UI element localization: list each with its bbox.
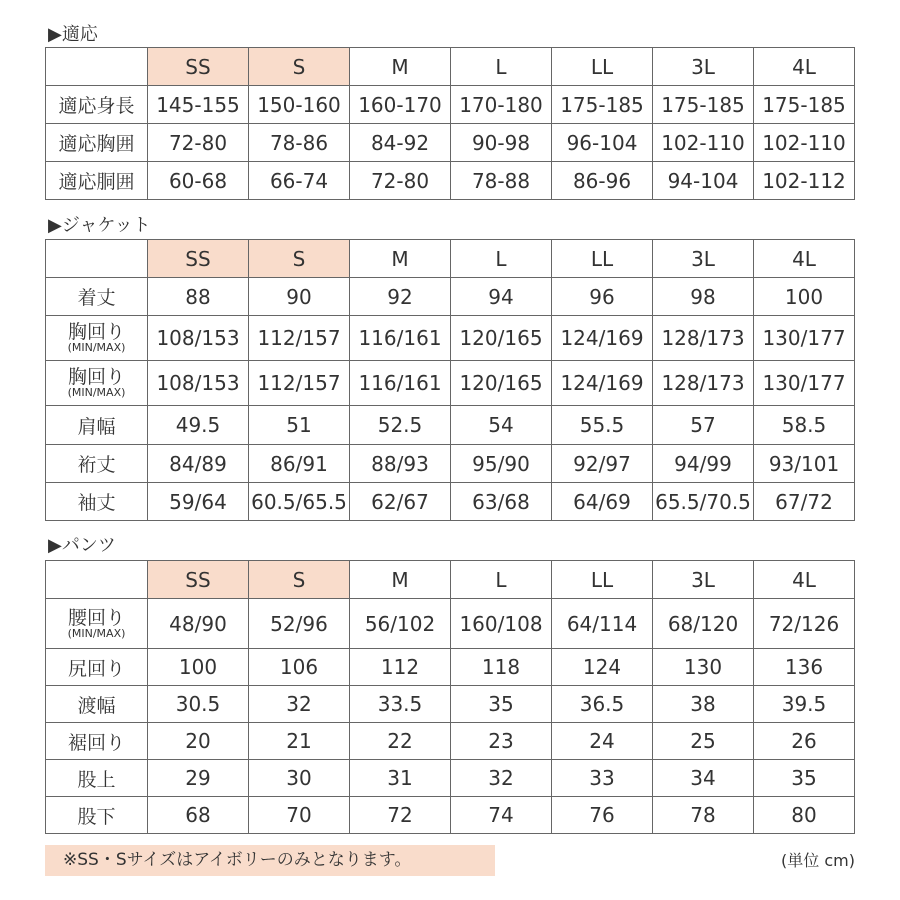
table-cell: 52/96 — [249, 599, 350, 649]
table-cell: 64/114 — [552, 599, 653, 649]
table-row — [46, 86, 855, 124]
table-row — [46, 760, 855, 797]
table-cell: 35 — [754, 760, 855, 797]
size-header-ll: LL — [552, 240, 653, 278]
fit-section-title: ▶適応 — [48, 24, 98, 45]
size-header-4l: 4L — [754, 48, 855, 86]
table-cell: 88 — [148, 278, 249, 316]
table-cell: 175-185 — [653, 86, 754, 124]
table-cell: 92/97 — [552, 445, 653, 483]
size-header-ss: SS — [148, 561, 249, 599]
row-label: 渡幅 — [46, 686, 148, 723]
table-cell: 94 — [451, 278, 552, 316]
size-header-3l: 3L — [653, 561, 754, 599]
table-cell: 35 — [451, 686, 552, 723]
row-label-sub: (MIN/MAX) — [67, 626, 126, 640]
table-cell: 30 — [249, 760, 350, 797]
row-label: 裄丈 — [46, 445, 148, 483]
table-cell: 32 — [451, 760, 552, 797]
table-cell: 124/169 — [552, 361, 653, 406]
table-cell: 65.5/70.5 — [653, 483, 754, 521]
row-label-sub: (MIN/MAX) — [67, 341, 126, 354]
table-cell: 74 — [451, 797, 552, 834]
table-cell: 57 — [653, 406, 754, 445]
size-header-m: M — [350, 240, 451, 278]
row-label-main: 腰回り — [67, 606, 125, 629]
table-cell: 130/177 — [754, 316, 855, 361]
row-label: 適応胴囲 — [46, 162, 148, 200]
table-cell: 108/153 — [148, 361, 249, 406]
row-label: 肩幅 — [46, 406, 148, 445]
table-cell: 84/89 — [148, 445, 249, 483]
table-cell: 31 — [350, 760, 451, 797]
table-cell: 130/177 — [754, 361, 855, 406]
row-label: 尻回り — [46, 649, 148, 686]
size-header-row — [46, 48, 855, 86]
table-row — [46, 599, 855, 649]
table-cell: 54 — [451, 406, 552, 445]
table-cell: 33 — [552, 760, 653, 797]
table-row — [46, 406, 855, 445]
table-cell: 86/91 — [249, 445, 350, 483]
row-label — [46, 361, 148, 406]
table-cell: 66-74 — [249, 162, 350, 200]
size-header-m: M — [350, 561, 451, 599]
table-cell: 32 — [249, 686, 350, 723]
header-blank-cell — [46, 48, 148, 86]
size-header-s: S — [249, 240, 350, 278]
table-cell: 48/90 — [148, 599, 249, 649]
row-label — [46, 599, 148, 649]
table-cell: 120/165 — [451, 316, 552, 361]
size-header-ss: SS — [148, 48, 249, 86]
size-header-row — [46, 561, 855, 599]
table-row — [46, 361, 855, 406]
table-cell: 78-86 — [249, 124, 350, 162]
table-row — [46, 124, 855, 162]
table-cell: 150-160 — [249, 86, 350, 124]
table-cell: 60.5/65.5 — [249, 483, 350, 521]
size-header-row — [46, 240, 855, 278]
table-row — [46, 445, 855, 483]
table-cell: 72-80 — [148, 124, 249, 162]
table-cell: 25 — [653, 723, 754, 760]
table-cell: 160/108 — [451, 599, 552, 649]
size-header-4l: 4L — [754, 561, 855, 599]
table-cell: 78-88 — [451, 162, 552, 200]
table-cell: 112/157 — [249, 316, 350, 361]
table-cell: 96 — [552, 278, 653, 316]
table-cell: 72/126 — [754, 599, 855, 649]
table-cell: 90-98 — [451, 124, 552, 162]
table-cell: 24 — [552, 723, 653, 760]
table-cell: 124 — [552, 649, 653, 686]
size-header-l: L — [451, 240, 552, 278]
table-cell: 136 — [754, 649, 855, 686]
row-label: 適応胸囲 — [46, 124, 148, 162]
header-blank-cell — [46, 561, 148, 599]
table-cell: 51 — [249, 406, 350, 445]
jacket-table — [45, 239, 855, 521]
table-row — [46, 723, 855, 760]
header-blank-cell — [46, 240, 148, 278]
table-cell: 56/102 — [350, 599, 451, 649]
table-cell: 76 — [552, 797, 653, 834]
size-header-ss: SS — [148, 240, 249, 278]
table-cell: 21 — [249, 723, 350, 760]
table-cell: 145-155 — [148, 86, 249, 124]
pants-table — [45, 560, 855, 834]
row-label-sub: (MIN/MAX) — [67, 386, 126, 399]
table-cell: 108/153 — [148, 316, 249, 361]
table-cell: 80 — [754, 797, 855, 834]
table-cell: 160-170 — [350, 86, 451, 124]
table-cell: 88/93 — [350, 445, 451, 483]
table-cell: 175-185 — [552, 86, 653, 124]
table-cell: 72-80 — [350, 162, 451, 200]
table-cell: 120/165 — [451, 361, 552, 406]
size-header-m: M — [350, 48, 451, 86]
table-cell: 94/99 — [653, 445, 754, 483]
fit-table — [45, 47, 855, 200]
table-row — [46, 162, 855, 200]
table-cell: 70 — [249, 797, 350, 834]
row-label-main: 胸回り — [67, 366, 125, 388]
table-cell: 118 — [451, 649, 552, 686]
size-header-s: S — [249, 48, 350, 86]
size-header-s: S — [249, 561, 350, 599]
table-row — [46, 278, 855, 316]
jacket-section-title: ▶ジャケット — [48, 215, 151, 236]
size-header-ll: LL — [552, 561, 653, 599]
table-row — [46, 797, 855, 834]
table-row — [46, 483, 855, 521]
row-label: 股下 — [46, 797, 148, 834]
table-cell: 170-180 — [451, 86, 552, 124]
table-cell: 29 — [148, 760, 249, 797]
table-cell: 112 — [350, 649, 451, 686]
table-cell: 23 — [451, 723, 552, 760]
size-header-3l: 3L — [653, 240, 754, 278]
row-label: 袖丈 — [46, 483, 148, 521]
table-cell: 94-104 — [653, 162, 754, 200]
table-cell: 78 — [653, 797, 754, 834]
table-cell: 102-112 — [754, 162, 855, 200]
size-header-ll: LL — [552, 48, 653, 86]
table-cell: 116/161 — [350, 316, 451, 361]
table-cell: 62/67 — [350, 483, 451, 521]
table-cell: 102-110 — [754, 124, 855, 162]
unit-label: (単位 cm) — [781, 851, 855, 870]
table-cell: 60-68 — [148, 162, 249, 200]
table-cell: 102-110 — [653, 124, 754, 162]
row-label: 裾回り — [46, 723, 148, 760]
table-cell: 92 — [350, 278, 451, 316]
ivory-only-note: ※SS・Sサイズはアイボリーのみとなります。 — [45, 845, 495, 876]
table-cell: 64/69 — [552, 483, 653, 521]
pants-section-title: ▶パンツ — [48, 535, 116, 556]
table-cell: 34 — [653, 760, 754, 797]
table-row — [46, 316, 855, 361]
table-cell: 112/157 — [249, 361, 350, 406]
table-cell: 100 — [148, 649, 249, 686]
table-cell: 95/90 — [451, 445, 552, 483]
table-cell: 36.5 — [552, 686, 653, 723]
table-cell: 128/173 — [653, 361, 754, 406]
table-cell: 39.5 — [754, 686, 855, 723]
size-header-l: L — [451, 48, 552, 86]
table-cell: 22 — [350, 723, 451, 760]
table-row — [46, 649, 855, 686]
table-cell: 116/161 — [350, 361, 451, 406]
table-cell: 86-96 — [552, 162, 653, 200]
table-cell: 106 — [249, 649, 350, 686]
table-cell: 33.5 — [350, 686, 451, 723]
table-cell: 58.5 — [754, 406, 855, 445]
table-cell: 63/68 — [451, 483, 552, 521]
table-cell: 96-104 — [552, 124, 653, 162]
table-cell: 68/120 — [653, 599, 754, 649]
table-cell: 128/173 — [653, 316, 754, 361]
table-row — [46, 686, 855, 723]
size-header-4l: 4L — [754, 240, 855, 278]
row-label: 適応身長 — [46, 86, 148, 124]
table-cell: 72 — [350, 797, 451, 834]
table-cell: 124/169 — [552, 316, 653, 361]
table-cell: 84-92 — [350, 124, 451, 162]
row-label: 股上 — [46, 760, 148, 797]
table-cell: 68 — [148, 797, 249, 834]
table-cell: 38 — [653, 686, 754, 723]
row-label-main: 胸回り — [67, 321, 125, 343]
table-cell: 98 — [653, 278, 754, 316]
table-cell: 30.5 — [148, 686, 249, 723]
table-cell: 93/101 — [754, 445, 855, 483]
table-cell: 52.5 — [350, 406, 451, 445]
table-cell: 67/72 — [754, 483, 855, 521]
table-cell: 49.5 — [148, 406, 249, 445]
size-header-3l: 3L — [653, 48, 754, 86]
table-cell: 130 — [653, 649, 754, 686]
table-cell: 59/64 — [148, 483, 249, 521]
table-cell: 175-185 — [754, 86, 855, 124]
row-label — [46, 316, 148, 361]
table-cell: 55.5 — [552, 406, 653, 445]
table-cell: 100 — [754, 278, 855, 316]
table-cell: 90 — [249, 278, 350, 316]
row-label: 着丈 — [46, 278, 148, 316]
table-cell: 20 — [148, 723, 249, 760]
table-cell: 26 — [754, 723, 855, 760]
size-header-l: L — [451, 561, 552, 599]
